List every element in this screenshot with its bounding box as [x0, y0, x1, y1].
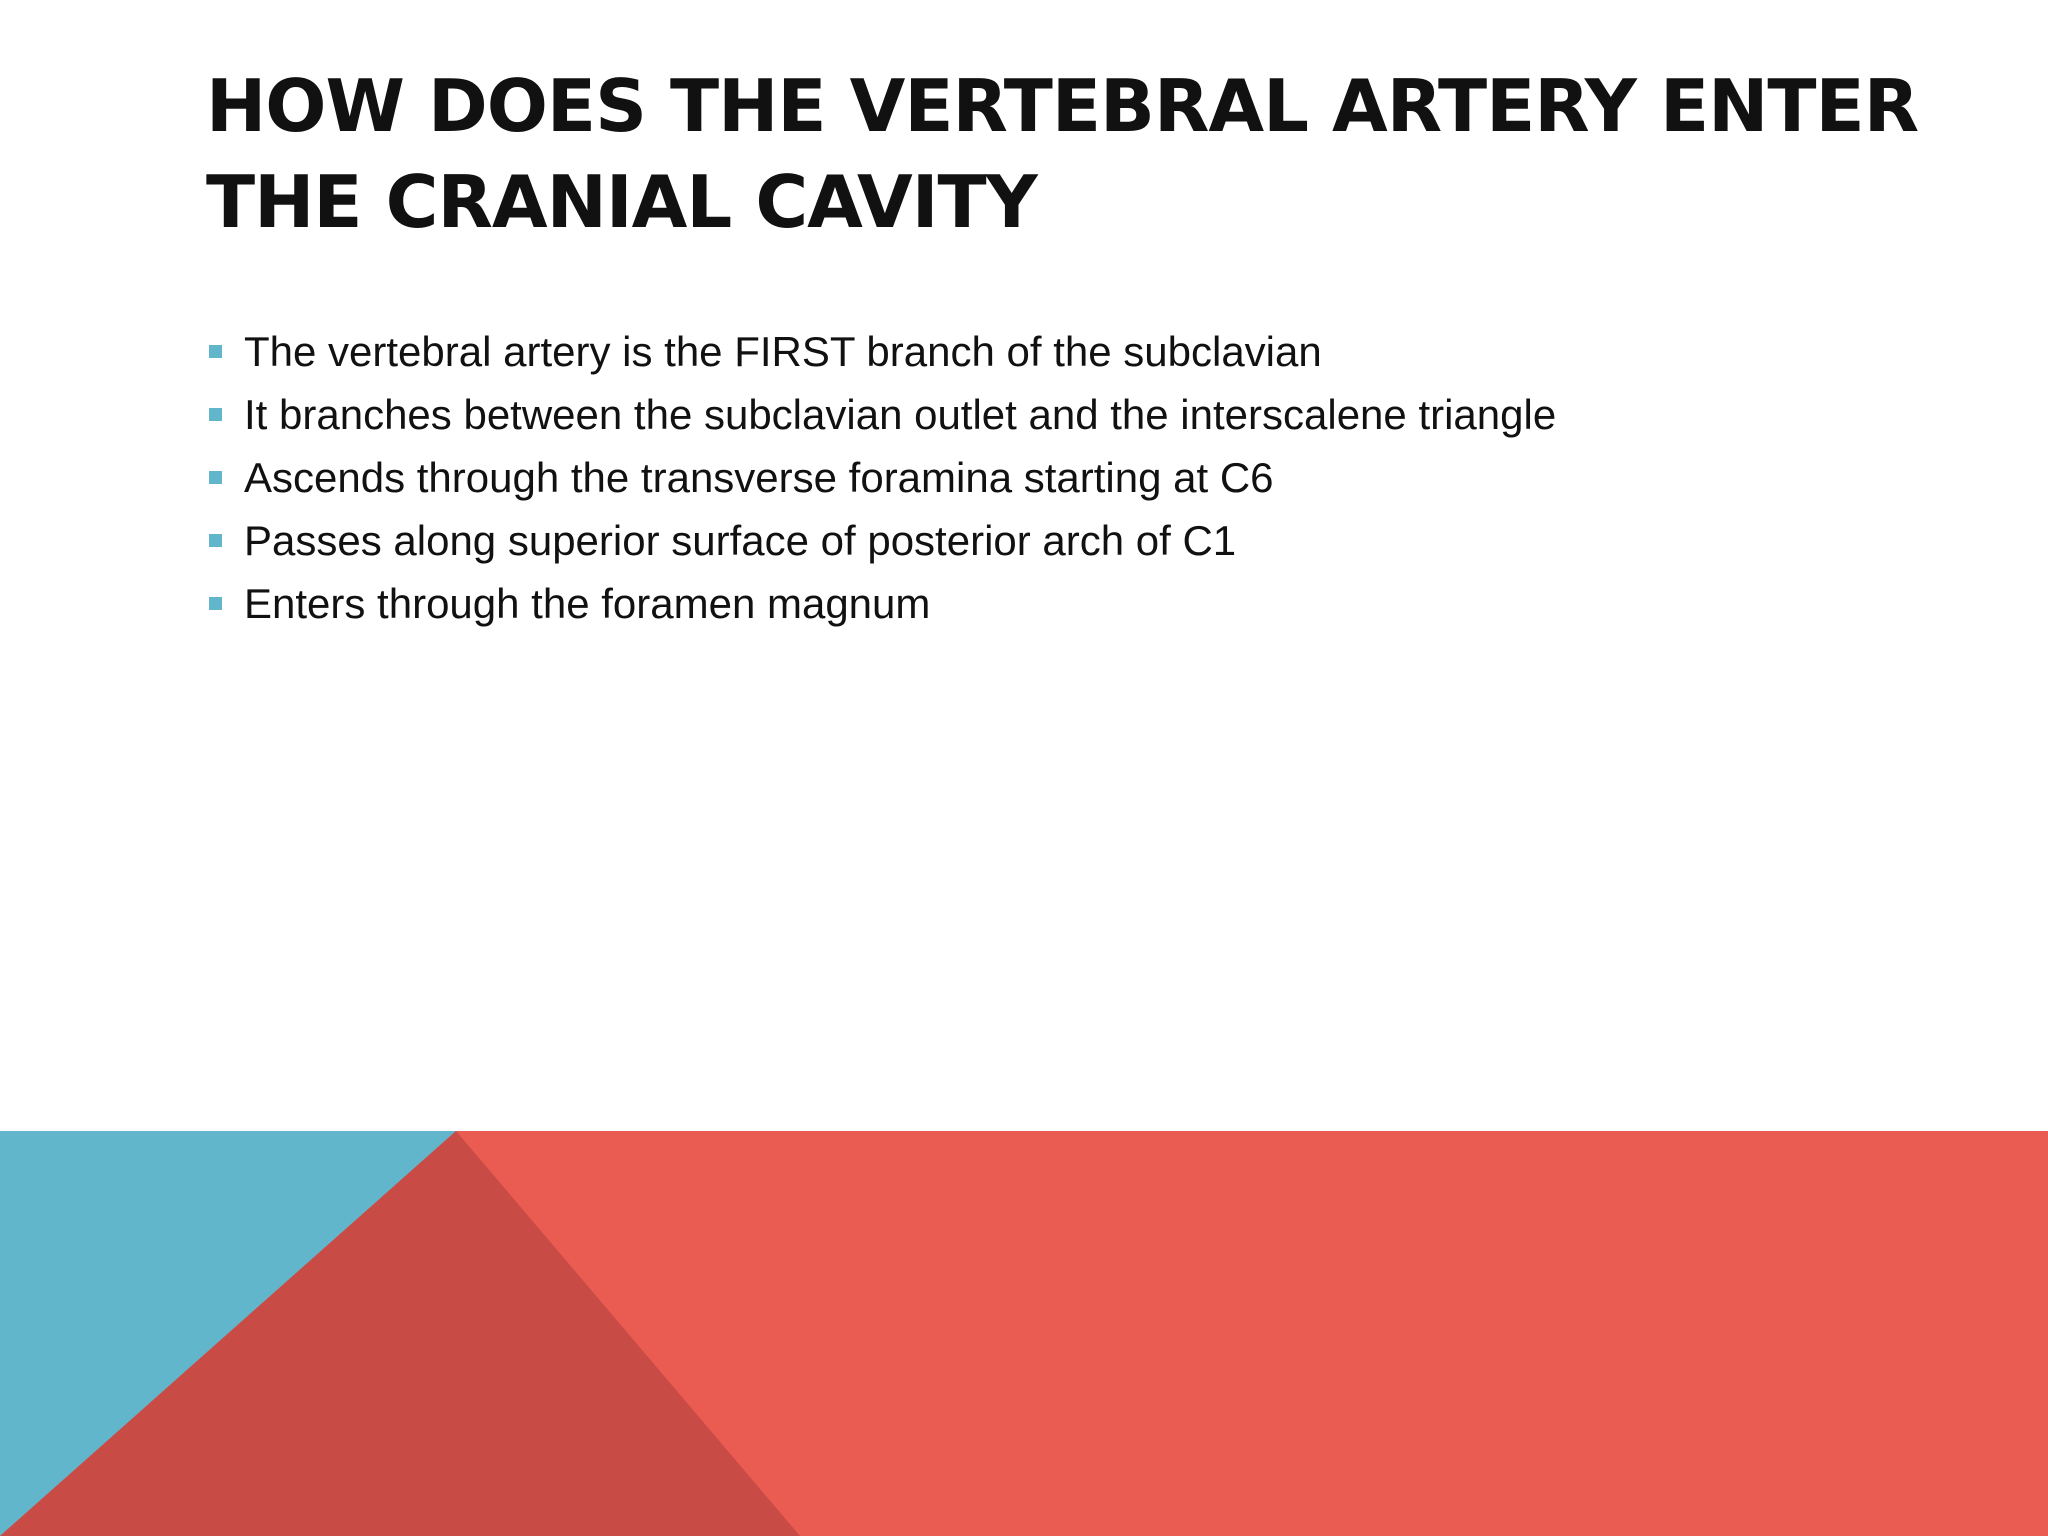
slide-title-line: THE CRANIAL CAVITY [206, 160, 1037, 244]
square-bullet-icon [209, 534, 222, 547]
square-bullet-icon [209, 471, 222, 484]
square-bullet-icon [209, 408, 222, 421]
bullet-item [206, 446, 1966, 509]
decorative-footer-shapes [0, 1131, 2048, 1536]
bullet-text: It branches between the subclavian outlet and the interscalene triangle [244, 391, 1557, 438]
bullet-text: The vertebral artery is the FIRST branch of the subclavian [244, 328, 1322, 375]
square-bullet-icon [209, 597, 222, 610]
bullet-list [206, 320, 1966, 635]
bullet-text: Passes along superior surface of posterior arch of C1 [244, 517, 1237, 564]
bullet-text: Enters through the foramen magnum [244, 580, 931, 627]
bullet-item [206, 572, 1966, 635]
bullet-text: Ascends through the transverse foramina starting at C6 [244, 454, 1274, 501]
bullet-item [206, 383, 1966, 446]
bullet-item [206, 509, 1966, 572]
slide-title [206, 58, 1919, 250]
slide-title-line: HOW DOES THE VERTEBRAL ARTERY ENTER [206, 64, 1919, 148]
square-bullet-icon [209, 345, 222, 358]
bullet-item [206, 320, 1966, 383]
